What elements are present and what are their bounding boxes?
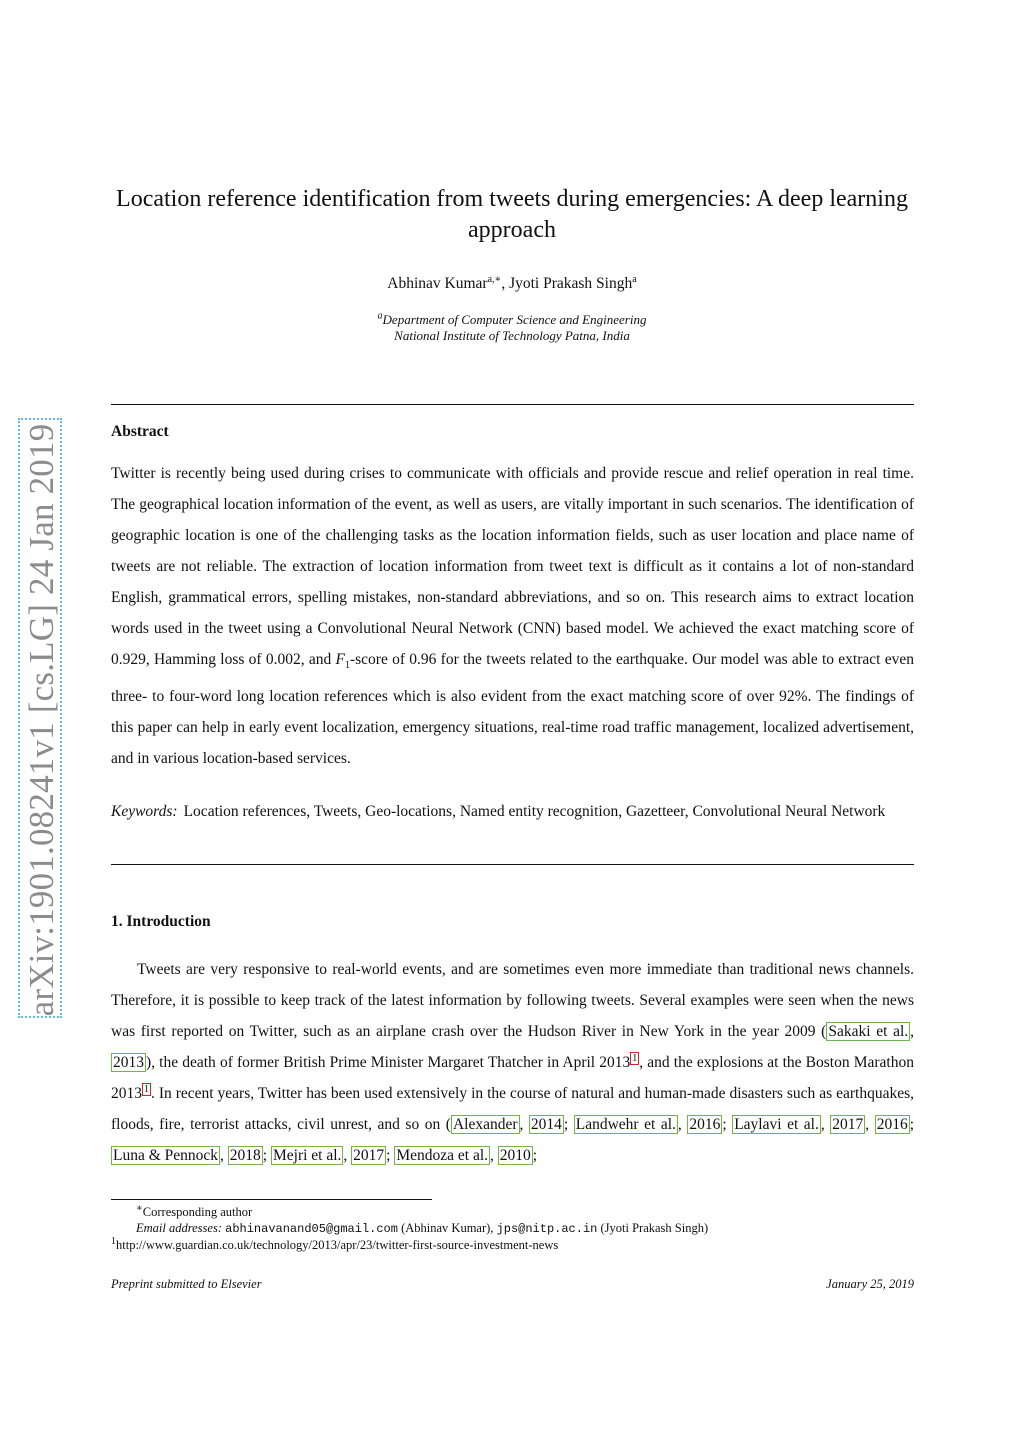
footnote-emails	[111, 1220, 914, 1237]
arxiv-identifier: arXiv:1901.08241v1 [cs.LG] 24 Jan 2019	[22, 423, 61, 1017]
email-label: Email addresses:	[136, 1221, 222, 1235]
abstract-text	[111, 458, 914, 774]
preprint-note: Preprint submitted to Elsevier	[111, 1277, 262, 1291]
citation-year-link[interactable]: 2017	[353, 1147, 385, 1164]
keywords-label: Keywords:	[111, 803, 178, 820]
author-affil-mark: a,∗	[487, 273, 502, 285]
intro-text: , and the explosions at the Boston Marathon 2013	[111, 1054, 914, 1102]
affiliation-mark: a	[377, 310, 383, 322]
citation-year-link[interactable]: 2010	[499, 1147, 531, 1164]
citation-link[interactable]: Luna & Pennock	[113, 1147, 219, 1164]
abstract-text-part: Twitter is recently being used during crises to communicate with officials and provide rescue and relief operation in real time. The geographical location information of the event, as well as users, are vitally important in such scenarios. The identification of geographic location is one of the challenging tasks as the location information fields, such as user location and place name of tweets are not reliable. The extraction of location information from tweet text is difficult as it contains a lot of non-standard English, grammatical errors, spelling mistakes, non-standard abbreviations, and so on. This research aims to extract location words used in the tweet using a Convolutional Neural Network (CNN) based model. We achieved the exact matching score of 0.929, Hamming loss of 0.002, and	[111, 465, 914, 668]
intro-text: ), the death of former British Prime Minister Margaret Thatcher in April 2013	[146, 1054, 631, 1071]
affiliation-institute: National Institute of Technology Patna, India	[394, 328, 630, 343]
paper-title: Location reference identification from tweets during emergencies: A deep learning approach	[116, 186, 908, 243]
footnote-url[interactable]: http://www.guardian.co.uk/technology/2013/apr/23/twitter-first-source-investment-news	[116, 1238, 559, 1252]
citation-year-link[interactable]: 2018	[229, 1147, 261, 1164]
citation-year-link[interactable]: 2017	[832, 1116, 864, 1133]
citation-year-link[interactable]: 2014	[530, 1116, 562, 1133]
footnote-text: Corresponding author	[142, 1205, 253, 1219]
preprint-date: January 25, 2019	[826, 1277, 914, 1291]
citation-link[interactable]: Sakaki et al.	[828, 1023, 909, 1040]
footnote-mark: 1	[111, 1235, 116, 1247]
intro-text: . In recent years, Twitter has been used extensively in the course of natural and human-made disasters such as earthquakes, floods, fire, terrorist attacks, civil unrest, and so on (	[111, 1085, 914, 1133]
introduction-paragraph: Tweets are very responsive to real-world events, and are sometimes even more immediate than traditional news channels. Therefore, it is possible to keep track of the latest information by following tweets. Several examples were seen when the news was first reported on Twitter, such as an airplane crash over the Hudson River in New York in the year 2009 ( Sakaki et al. , 2013 ), the death of former British Prime Minister Margaret Thatcher in April 2013 $^1$ , and the explosions at the Boston Marathon 2013 $^1$ . In recent years, Twitter has been used extensively in the course of natural and human-made disasters such as earthquakes, floods, fire, terrorist attacks, civil unrest, and so on ( Alexander , 2014 ; Landwehr et al. , 2016 ; Laylavi et al. , 2017 , 2016 ; Luna & Pennock , 2018 ; Mejri et al. , 2017 ; Mendoza et al. , 2010 ;	[111, 961, 915, 1164]
email-link[interactable]: abhinavanand05@gmail.com	[225, 1222, 398, 1236]
citation-year-link[interactable]: 2013	[113, 1054, 144, 1071]
email-owner: (Abhinav Kumar),	[401, 1221, 494, 1235]
abstract-heading: Abstract	[111, 423, 169, 440]
f-score-subscript: 1	[344, 660, 350, 672]
footnotes	[111, 1204, 914, 1253]
author-name: Jyoti Prakash Singh	[509, 275, 633, 292]
section-heading-introduction: 1. Introduction	[111, 913, 211, 930]
citation-link[interactable]: Landwehr et al.	[575, 1116, 676, 1133]
citation-link[interactable]: Mendoza et al.	[396, 1147, 489, 1164]
citation-link[interactable]: Mejri et al.	[272, 1147, 342, 1164]
footnote-link[interactable]: 1	[632, 1052, 638, 1064]
footnote-rule	[111, 1199, 432, 1200]
citation-link[interactable]: Laylavi et al.	[734, 1116, 819, 1133]
citation-link[interactable]: Alexander	[452, 1116, 518, 1133]
footnote-mark: ∗	[136, 1202, 143, 1214]
keywords	[111, 796, 914, 827]
affiliation-department: Department of Computer Science and Engineering	[382, 312, 647, 327]
affiliation	[110, 312, 914, 344]
footnote-1	[111, 1237, 914, 1253]
arxiv-stamp	[18, 418, 62, 1018]
email-link[interactable]: jps@nitp.ac.in	[496, 1222, 598, 1236]
keywords-text: Location references, Tweets, Geo-locations, Named entity recognition, Gazetteer, Convolutional Neural Network	[183, 803, 886, 820]
f-score-symbol: F	[335, 651, 345, 668]
abstract-top-rule	[111, 404, 914, 405]
citation-year-link[interactable]: 2016	[689, 1116, 721, 1133]
abstract-bottom-rule	[111, 864, 914, 865]
author-affil-mark: a	[632, 273, 637, 285]
intro-text: Tweets are very responsive to real-world events, and are sometimes even more immediate than traditional news channels. Therefore, it is possible to keep track of the latest information by following tweets. Several examples were seen when the news was first reported on Twitter, such as an airplane crash over the Hudson River in New York in the year 2009 (	[111, 961, 914, 1040]
abstract-text-part: -score of 0.96 for the tweets related to the earthquake. Our model was able to extract even three- to four-word long location references which is also evident from the exact matching score of over 92%. The findings of this paper can help in early event localization, emergency situations, real-time road traffic management, localized advertisement, and in various location-based services.	[111, 651, 914, 768]
footnote-link[interactable]: 1	[144, 1083, 149, 1095]
email-owner: (Jyoti Prakash Singh)	[600, 1221, 709, 1235]
footnote-corresponding	[111, 1204, 914, 1220]
citation-year-link[interactable]: 2016	[876, 1116, 908, 1133]
author-separator: ,	[501, 275, 510, 292]
author-list	[110, 275, 914, 293]
author-name: Abhinav Kumar	[387, 275, 488, 292]
